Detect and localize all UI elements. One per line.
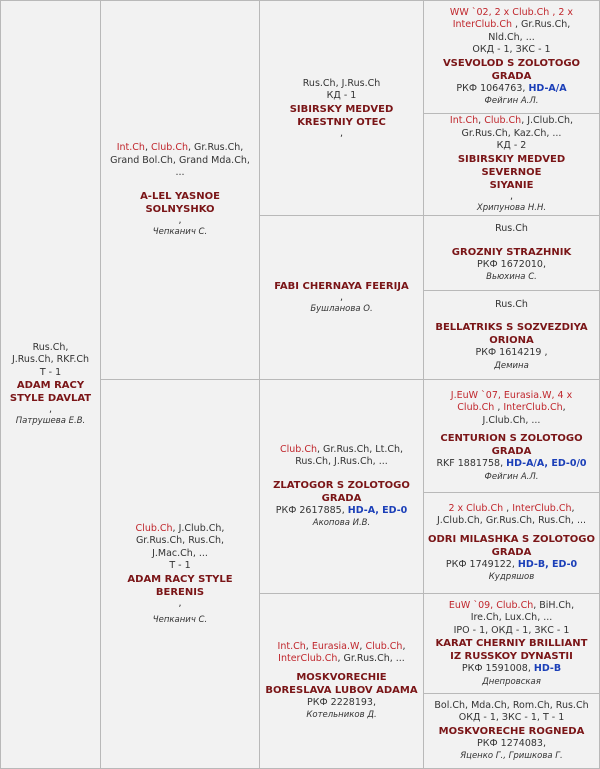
- dog-titles-2: J.Rus.Ch, RKF.Ch: [11, 354, 90, 366]
- ds-owner: Акопова И.В.: [312, 518, 371, 529]
- pedigree-cell-sdd: [423, 290, 600, 380]
- sss-owner: Фейгин А.Л.: [484, 96, 539, 107]
- title-fragment: ,: [494, 402, 504, 413]
- pedigree-cell-dam: [100, 379, 260, 769]
- dds-name-1[interactable]: KARAT CHERNIY BRILLIANT: [435, 638, 588, 649]
- pedigree-cell-sds: [423, 215, 600, 291]
- title-fragment: , J.Club.Ch,: [521, 115, 574, 127]
- sds-name[interactable]: GROZNIY STRAZHNIK: [451, 246, 572, 258]
- sds-owner: Вьюхина С.: [486, 272, 537, 282]
- dds-titles-1: [449, 600, 574, 613]
- sds-titles-1: Rus.Ch: [495, 223, 528, 234]
- dsd-titles-2: J.Club.Ch, Gr.Rus.Ch, Rus.Ch, ...: [436, 515, 587, 527]
- pedigree-cell-dds: [423, 593, 600, 694]
- title-fragment: Int.Ch: [449, 115, 479, 127]
- title-fragment: 2 x Club.Ch: [448, 502, 504, 514]
- dam-titles-3: J.Mac.Ch, ...: [152, 547, 208, 559]
- dd-name-1[interactable]: MOSKVORECHIE: [296, 671, 387, 683]
- title-fragment: , Gr.Rus.Ch, ...: [337, 653, 405, 665]
- ddd-titles-1: Bol.Ch, Mda.Ch, Rom.Ch, Rus.Ch: [434, 699, 589, 711]
- sire-titles-3: ...: [175, 167, 185, 179]
- pedigree-cell-sire: [100, 0, 260, 380]
- title-fragment: ,: [402, 640, 406, 652]
- ds-titles-2: Rus.Ch, J.Rus.Ch, ...: [295, 456, 388, 468]
- title-fragment: , Gr.Rus.Ch,: [511, 19, 571, 31]
- dd-owner: Котельников Д.: [306, 710, 377, 721]
- ds-name-1[interactable]: ZLATOGOR S ZOLOTOGO: [273, 479, 410, 491]
- dsd-reg: РКФ 1749122, HD-B, ED-0: [445, 558, 578, 570]
- title-fragment: ,: [503, 502, 513, 514]
- sire-owner: Чепканич С.: [152, 226, 208, 237]
- ds-reg: РКФ 2617885, HD-A, ED-0: [275, 504, 408, 516]
- sds-reg: РКФ 1672010,: [476, 258, 546, 270]
- dsd-titles-1: [448, 503, 574, 516]
- ssd-titles-1: [450, 115, 573, 128]
- sdd-name-1[interactable]: BELLATRIKS S SOZVEZDIYA: [435, 322, 588, 333]
- dam-titles-1: [136, 523, 225, 536]
- dsd-name-1[interactable]: ODRI MILASHKA S ZOLOTOGO: [427, 533, 595, 545]
- title-fragment: ,: [478, 115, 485, 127]
- title-fragment: Club.Ch: [150, 142, 188, 154]
- title-fragment: InterClub.Ch: [452, 19, 512, 31]
- ssd-name-2[interactable]: SIYANIE: [489, 179, 534, 191]
- dog-name-2[interactable]: STYLE DAVLAT: [9, 393, 92, 405]
- title-fragment: ,: [571, 502, 575, 514]
- dd-titles-1: [278, 641, 406, 654]
- ddd-titles-2: ОКД - 1, ЗКС - 1, Т - 1: [458, 712, 565, 724]
- dog-sep: ,: [48, 404, 53, 416]
- title-fragment: Club.Ch: [279, 443, 317, 455]
- dds-reg: РКФ 1591008, HD-B: [461, 663, 562, 674]
- ssd-titles-2: Gr.Rus.Ch, Kaz.Ch, ...: [461, 127, 562, 139]
- dog-titles-1: Rus.Ch,: [32, 341, 69, 353]
- dsd-owner: Кудряшов: [488, 572, 535, 583]
- dss-name-2[interactable]: GRADA: [491, 446, 532, 457]
- title-fragment: Club.Ch: [135, 522, 173, 534]
- dds-name-2[interactable]: IZ RUSSKOY DYNASTII: [450, 651, 573, 662]
- dam-titles-2: Gr.Rus.Ch, Rus.Ch,: [135, 535, 225, 546]
- pedigree-cell-dsd: [423, 492, 600, 594]
- dsd-health: HD-B, ED-0: [517, 558, 578, 570]
- pedigree-cell-ddd: [423, 693, 600, 769]
- sss-titles-2: [453, 19, 571, 32]
- title-fragment: ,: [359, 640, 366, 652]
- title-fragment: Club.Ch: [484, 115, 522, 127]
- ds-name-2[interactable]: GRADA: [321, 492, 362, 504]
- title-fragment: , BiH.Ch,: [533, 599, 575, 611]
- pedigree-cell-dam-dam: [259, 593, 424, 769]
- ss-name-1[interactable]: SIBIRSKY MEDVED: [289, 103, 394, 115]
- title-fragment: ,: [562, 402, 566, 413]
- dog-name-1[interactable]: ADAM RACY: [16, 380, 85, 392]
- dd-name-2[interactable]: BORESLAVA LUBOV ADAMA: [265, 684, 418, 696]
- ss-titles-1: Rus.Ch, J.Rus.Ch: [302, 77, 381, 89]
- sss-titles-1: [450, 7, 573, 20]
- title-fragment: Club.Ch: [365, 640, 403, 652]
- ds-health: HD-A, ED-0: [347, 504, 408, 516]
- dog-titles-3: Т - 1: [39, 366, 62, 378]
- title-fragment: , J.Club.Ch,: [172, 522, 225, 534]
- ss-titles-2: КД - 1: [326, 90, 357, 101]
- pedigree-cell-sire-dam: [259, 215, 424, 380]
- dds-owner: Днепровская: [482, 676, 541, 687]
- sd-sep: ,: [339, 292, 344, 303]
- sire-sep: ,: [178, 214, 182, 226]
- dds-titles-3: IPO - 1, ОКД - 1, ЗКС - 1: [453, 624, 570, 636]
- ssd-name-1[interactable]: SIBIRSKIY MEDVED SEVERNOE: [457, 153, 566, 178]
- ddd-name[interactable]: MOSKVORECHE ROGNEDA: [438, 725, 585, 737]
- pedigree-cell-sss: [423, 0, 600, 114]
- ssd-titles-3: КД - 2: [496, 140, 527, 152]
- dss-name-1[interactable]: CENTURION S ZOLOTOGO: [440, 433, 583, 444]
- ds-titles-1: [280, 444, 403, 457]
- sss-name-2[interactable]: GRADA: [491, 70, 532, 82]
- ddd-owner: Яценко Г., Гришкова Г.: [460, 751, 563, 762]
- title-fragment: Int.Ch: [116, 142, 145, 154]
- sss-health: HD-A/A: [528, 82, 567, 94]
- title-fragment: Club.Ch: [457, 402, 495, 413]
- dds-titles-2: Ire.Ch, Lux.Ch, ...: [470, 612, 553, 623]
- dam-sep: ,: [178, 597, 182, 609]
- dog-owner: Патрушева Е.В.: [15, 416, 86, 427]
- pedigree-cell-sire-sire: [259, 0, 424, 216]
- dss-reg: RKF 1881758, HD-A/A, ED-0/0: [436, 458, 587, 469]
- dd-titles-2: [278, 653, 405, 666]
- title-fragment: ,: [144, 142, 151, 154]
- pedigree-cell-ssd: [423, 113, 600, 216]
- title-fragment: J.EuW `07, Eurasia.W, 4 x: [450, 389, 573, 401]
- title-fragment: EuW `09, Club.Ch: [448, 599, 534, 611]
- title-fragment: InterClub.Ch: [503, 402, 563, 413]
- sdd-name-2[interactable]: ORIONA: [489, 335, 534, 346]
- title-fragment: Int.Ch: [277, 640, 306, 652]
- pedigree-cell-dss: [423, 379, 600, 493]
- dds-health: HD-B: [533, 663, 562, 674]
- sire-name[interactable]: A-LEL YASNOE SOLNYSHKO: [140, 190, 220, 215]
- sss-name-1[interactable]: VSEVOLOD S ZOLOTOGO: [442, 57, 581, 69]
- sire-titles-2: Grand Bol.Ch, Grand Mda.Ch,: [110, 154, 250, 166]
- dss-titles-2: [457, 402, 565, 415]
- sd-owner: Бушланова О.: [310, 304, 373, 314]
- sdd-owner: Демина: [494, 360, 529, 371]
- dss-owner: Фейгин А.Л.: [484, 471, 539, 482]
- sss-titles-3: Nld.Ch, ...: [488, 31, 535, 43]
- title-fragment: Eurasia.W: [311, 640, 360, 652]
- sd-name[interactable]: FABI CHERNAYA FEERIJA: [274, 281, 409, 292]
- ddd-reg: РКФ 1274083,: [476, 737, 546, 749]
- ss-sep: ,: [339, 127, 344, 139]
- ssd-owner: Хрипунова Н.Н.: [476, 202, 547, 213]
- title-fragment: WW `02, 2 x Club.Ch , 2 x: [449, 6, 574, 18]
- pedigree-cell-dog: [0, 0, 101, 769]
- dss-health: HD-A/A, ED-0/0: [506, 458, 587, 469]
- title-fragment: ,: [305, 640, 312, 652]
- sss-reg: РКФ 1064763, HD-A/A: [456, 82, 567, 94]
- sdd-reg: РКФ 1614219 ,: [475, 347, 548, 358]
- dam-titles-4: Т - 1: [169, 560, 191, 571]
- sdd-titles-1: Rus.Ch: [495, 298, 528, 310]
- title-fragment: InterClub.Ch: [512, 502, 572, 514]
- dam-name-2[interactable]: BERENIS: [155, 586, 205, 598]
- dss-titles-3: J.Club.Ch, ...: [482, 414, 541, 426]
- title-fragment: InterClub.Ch: [278, 653, 338, 665]
- dam-name-1[interactable]: ADAM RACY STYLE: [127, 573, 233, 585]
- dam-owner: Чепканич С.: [152, 614, 208, 625]
- sss-titles-4: ОКД - 1, ЗКС - 1: [472, 44, 551, 56]
- pedigree-cell-dam-sire: [259, 379, 424, 594]
- sire-titles-1: [117, 142, 244, 155]
- dd-reg: РКФ 2228193,: [306, 696, 376, 708]
- ss-name-2[interactable]: KRESTNIY OTEC: [297, 116, 386, 128]
- ssd-sep: ,: [509, 190, 514, 202]
- title-fragment: , Gr.Rus.Ch,: [187, 142, 244, 154]
- dss-titles-1: [451, 390, 572, 403]
- title-fragment: , Gr.Rus.Ch, Lt.Ch,: [316, 443, 404, 455]
- dsd-name-2[interactable]: GRADA: [491, 546, 532, 558]
